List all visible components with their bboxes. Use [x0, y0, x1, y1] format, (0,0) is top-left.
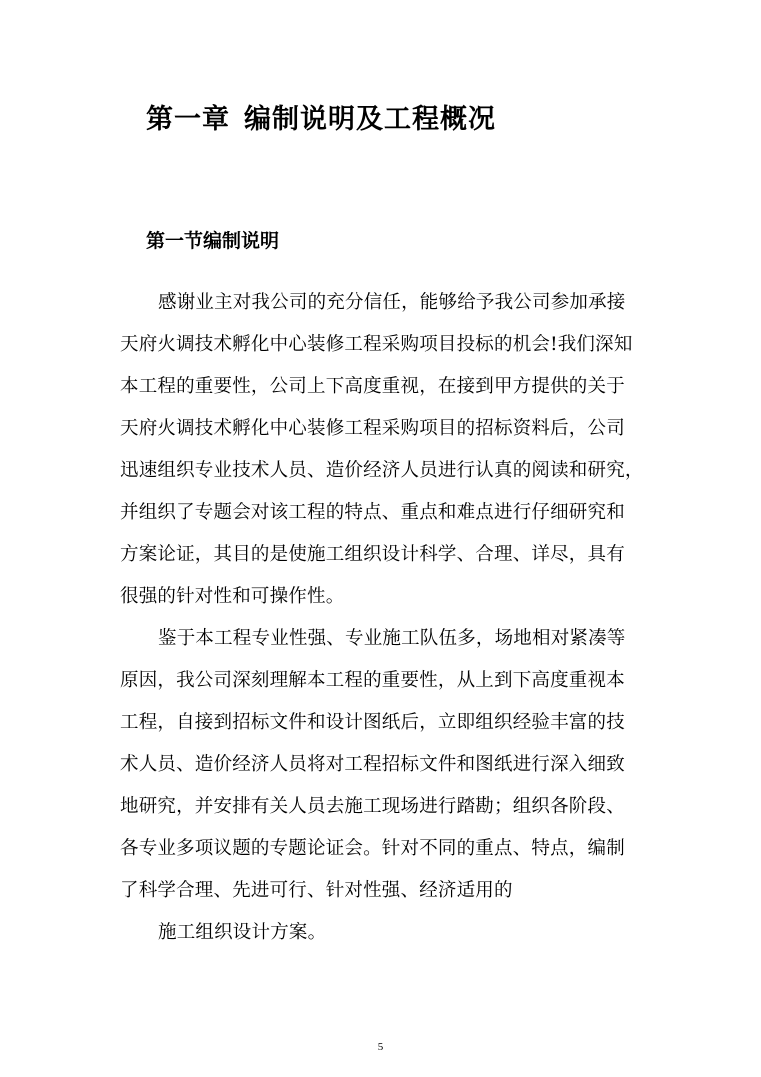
paragraph-line: 本工程的重要性，公司上下高度重视，在接到甲方提供的关于	[120, 376, 625, 397]
paragraph-line: 迅速组织专业技术人员、造价经济人员进行认真的阅读和研究，	[120, 460, 644, 481]
paragraph-line: 天府火调技术孵化中心装修工程采购项目的招标资料后，公司	[120, 418, 625, 439]
paragraph-line: 地研究，并安排有关人员去施工现场进行踏勘；组织各阶段、	[120, 796, 625, 817]
paragraph-line: 术人员、造价经济人员将对工程招标文件和图纸进行深入细致	[120, 754, 625, 775]
paragraph-line: 各专业多项议题的专题论证会。针对不同的重点、特点，编制	[120, 838, 625, 859]
paragraph-line: 了科学合理、先进可行、针对性强、经济适用的	[120, 880, 513, 901]
paragraph-line: 原因，我公司深刻理解本工程的重要性，从上到下高度重视本	[120, 670, 625, 691]
chapter-title	[146, 100, 496, 140]
paragraph-line: 天府火调技术孵化中心装修工程采购项目投标的机会!我们深知	[120, 334, 633, 355]
paragraph-line: 感谢业主对我公司的充分信任，能够给予我公司参加承接	[158, 292, 626, 313]
paragraph-line: 很强的针对性和可操作性。	[120, 586, 345, 607]
section-title: 第一节编制说明	[146, 230, 280, 252]
paragraph-line: 鉴于本工程专业性强、专业施工队伍多，场地相对紧凑等	[158, 628, 626, 649]
paragraph-line: 工程，自接到招标文件和设计图纸后，立即组织经验丰富的技	[120, 712, 625, 733]
paragraph-line: 施工组织设计方案。	[158, 922, 327, 943]
paragraph-line: 方案论证，其目的是使施工组织设计科学、合理、详尽，具有	[120, 544, 625, 565]
page-number: 5	[377, 1041, 384, 1053]
paragraph-line: 并组织了专题会对该工程的特点、重点和难点进行仔细研究和	[120, 502, 625, 523]
chapter-heading-text: 编制说明及工程概况	[244, 104, 496, 135]
chapter-label: 第一章	[146, 104, 230, 135]
